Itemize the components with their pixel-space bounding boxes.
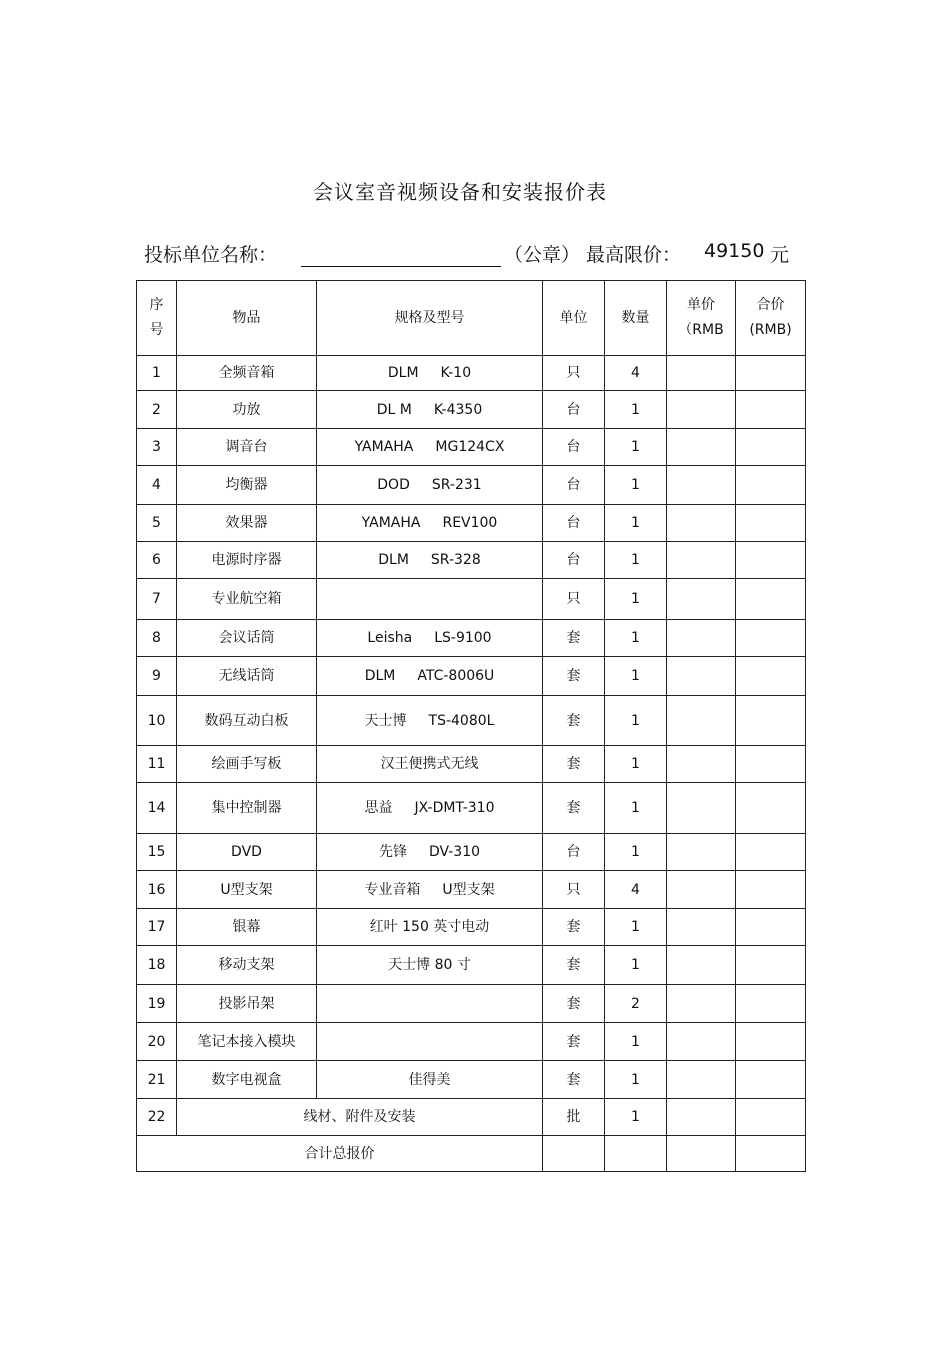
- cell-seq: 1: [137, 356, 177, 391]
- cell-qty: 4: [605, 871, 667, 909]
- header-qty: 数量: [605, 281, 667, 356]
- cell-unit-price: [667, 579, 736, 620]
- cell-total-price: [736, 871, 806, 909]
- cell-spec: [317, 657, 543, 696]
- spec-model: TS-4080L: [428, 712, 495, 729]
- cell-item: 集中控制器: [177, 783, 317, 834]
- cell-spec: [317, 579, 543, 620]
- cell-item: 均衡器: [177, 466, 317, 505]
- spec-brand: YAMAHA: [354, 439, 414, 455]
- table-row: [137, 783, 806, 834]
- cell-spec: [317, 542, 543, 579]
- table-row: [137, 909, 806, 946]
- cell-spec: [317, 429, 543, 466]
- spec-brand: 先锋: [378, 844, 407, 860]
- cell-seq: 21: [137, 1061, 177, 1099]
- cell-unit: 只: [543, 871, 605, 909]
- cell-spec: [317, 985, 543, 1023]
- limit-label: 最高限价：: [586, 244, 682, 266]
- cell-item: 银幕: [177, 909, 317, 946]
- cell-spec: [317, 871, 543, 909]
- cell-unit-price: [667, 834, 736, 871]
- cell-seq: 8: [137, 620, 177, 657]
- cell-qty: 1: [605, 834, 667, 871]
- cell-total-price: [736, 1099, 806, 1136]
- table-row: [137, 505, 806, 542]
- cell-seq: 16: [137, 871, 177, 909]
- seal-label: （公章）: [504, 244, 581, 266]
- cell-qty: 1: [605, 1061, 667, 1099]
- cell-total-price: [736, 391, 806, 429]
- cell-seq: 20: [137, 1023, 177, 1061]
- cell-seq: 4: [137, 466, 177, 505]
- cell-total-price: [736, 466, 806, 505]
- cell-unit: 套: [543, 909, 605, 946]
- cell-spec: [317, 1023, 543, 1061]
- cell-unit-price: [667, 391, 736, 429]
- cell-spec: [317, 466, 543, 505]
- cell-item: 数码互动白板: [177, 696, 317, 746]
- table-row: [137, 985, 806, 1023]
- table-row: [137, 946, 806, 985]
- cell-unit-price: [667, 466, 736, 505]
- cell-seq: 5: [137, 505, 177, 542]
- table-row: [137, 657, 806, 696]
- spec-brand: Leisha: [367, 630, 413, 646]
- table-row: [137, 579, 806, 620]
- cell-item: 绘画手写板: [177, 746, 317, 783]
- table-row: [137, 356, 806, 391]
- spec-brand: DOD: [377, 477, 410, 493]
- cell-unit: 套: [543, 746, 605, 783]
- cell-spec: [317, 834, 543, 871]
- cell-unit-price: [667, 505, 736, 542]
- cell-unit: 套: [543, 620, 605, 657]
- cell-qty: 1: [605, 946, 667, 985]
- cell-qty: 1: [605, 505, 667, 542]
- table-row: [137, 1023, 806, 1061]
- cell-unit: 只: [543, 356, 605, 391]
- cell-total-price: [736, 985, 806, 1023]
- cell-spec: [317, 391, 543, 429]
- spec-brand: DLM: [378, 552, 409, 568]
- cell-item: 移动支架: [177, 946, 317, 985]
- cell-qty: 1: [605, 542, 667, 579]
- bidder-label: 投标单位名称：: [144, 244, 278, 266]
- cell-seq: 15: [137, 834, 177, 871]
- cell-unit-price: [667, 696, 736, 746]
- table-row: [137, 542, 806, 579]
- cell-total-price: [736, 505, 806, 542]
- cell-unit-price: [667, 946, 736, 985]
- cell-item: 电源时序器: [177, 542, 317, 579]
- header-unit: 单位: [543, 281, 605, 356]
- cell-spec: [317, 946, 543, 985]
- spec-brand: 专业音箱: [364, 881, 421, 898]
- cell-total-price: [736, 834, 806, 871]
- cell-qty: 2: [605, 985, 667, 1023]
- cell-unit-price: [667, 1136, 736, 1172]
- cell-item: 效果器: [177, 505, 317, 542]
- cell-qty: 1: [605, 429, 667, 466]
- cell-unit-price: [667, 985, 736, 1023]
- cell-unit-price: [667, 1023, 736, 1061]
- cell-spec: [317, 746, 543, 783]
- spec-model: SR-328: [430, 552, 481, 568]
- spec-model: ATC-8006U: [417, 668, 495, 684]
- cell-unit: 只: [543, 579, 605, 620]
- table-row: [137, 1061, 806, 1099]
- cell-seq: 11: [137, 746, 177, 783]
- header-unit-price: 单价 （RMB: [667, 281, 736, 356]
- header-total-price: 合价 (RMB): [736, 281, 806, 356]
- install-row: [137, 1099, 806, 1136]
- cell-unit: 台: [543, 391, 605, 429]
- cell-seq: 19: [137, 985, 177, 1023]
- cell-total-price: [736, 620, 806, 657]
- spec-model: LS-9100: [434, 630, 492, 646]
- spec-brand: YAMAHA: [361, 515, 421, 531]
- table-row: [137, 834, 806, 871]
- cell-qty: 4: [605, 356, 667, 391]
- table-row: [137, 429, 806, 466]
- cell-qty: 1: [605, 783, 667, 834]
- cell-unit-price: [667, 909, 736, 946]
- spec-model: JX-DMT-310: [414, 800, 495, 816]
- cell-item: 笔记本接入模块: [177, 1023, 317, 1061]
- table-row: [137, 746, 806, 783]
- cell-seq: 18: [137, 946, 177, 985]
- cell-unit: 套: [543, 657, 605, 696]
- cell-spec: [317, 696, 543, 746]
- cell-qty: [605, 1136, 667, 1172]
- cell-total-price: [736, 356, 806, 391]
- cell-unit-price: [667, 1061, 736, 1099]
- cell-qty: 1: [605, 909, 667, 946]
- spec-brand: 汉王便携式无线: [380, 756, 479, 772]
- spec-model: K-10: [440, 365, 472, 381]
- cell-unit-price: [667, 871, 736, 909]
- cell-qty: 1: [605, 391, 667, 429]
- cell-item: 调音台: [177, 429, 317, 466]
- cell-unit: 台: [543, 505, 605, 542]
- cell-seq: 10: [137, 696, 177, 746]
- cell-total-price: [736, 1136, 806, 1172]
- cell-spec: [317, 909, 543, 946]
- spec-brand: 佳得美: [408, 1071, 451, 1088]
- cell-qty: 1: [605, 746, 667, 783]
- cell-total-price: [736, 783, 806, 834]
- cell-unit: 套: [543, 783, 605, 834]
- cell-spec: [317, 356, 543, 391]
- cell-item: 无线话筒: [177, 657, 317, 696]
- cell-unit: 台: [543, 542, 605, 579]
- spec-brand: DLM: [364, 668, 396, 684]
- bidder-line: [144, 240, 804, 270]
- cell-total-price: [736, 429, 806, 466]
- cell-item: DVD: [177, 834, 317, 871]
- cell-unit-price: [667, 783, 736, 834]
- cell-total-price: [736, 579, 806, 620]
- total-row: [137, 1136, 806, 1172]
- cell-unit-price: [667, 542, 736, 579]
- cell-item: 投影吊架: [177, 985, 317, 1023]
- spec-model: U型支架: [442, 881, 495, 898]
- cell-qty: 1: [605, 1023, 667, 1061]
- cell-item: U型支架: [177, 871, 317, 909]
- cell-unit-price: [667, 429, 736, 466]
- cell-item: 线材、附件及安装: [177, 1099, 543, 1136]
- spec-brand: 思益: [364, 800, 393, 816]
- cell-total-price: [736, 909, 806, 946]
- cell-unit-price: [667, 657, 736, 696]
- spec-model: MG124CX: [435, 439, 505, 455]
- cell-item: 数字电视盒: [177, 1061, 317, 1099]
- spec-brand: DL M: [376, 401, 412, 418]
- cell-qty: 1: [605, 579, 667, 620]
- header-item: 物品: [177, 281, 317, 356]
- total-label: 合计总报价: [137, 1136, 543, 1172]
- limit-unit: 元: [770, 244, 790, 266]
- bidder-name-blank: [301, 266, 501, 267]
- cell-unit: 台: [543, 429, 605, 466]
- spec-model: SR-231: [431, 477, 482, 493]
- table-row: [137, 620, 806, 657]
- cell-qty: 1: [605, 696, 667, 746]
- cell-seq: 22: [137, 1099, 177, 1136]
- cell-item: 专业航空箱: [177, 579, 317, 620]
- cell-item: 会议话筒: [177, 620, 317, 657]
- cell-seq: 7: [137, 579, 177, 620]
- table-row: [137, 696, 806, 746]
- header-row: [137, 281, 806, 356]
- cell-unit: 套: [543, 696, 605, 746]
- cell-seq: 9: [137, 657, 177, 696]
- header-seq: 序 号: [137, 281, 177, 356]
- cell-unit: 台: [543, 834, 605, 871]
- cell-total-price: [736, 1061, 806, 1099]
- quote-table: [136, 280, 806, 1172]
- cell-total-price: [736, 1023, 806, 1061]
- cell-spec: [317, 505, 543, 542]
- cell-seq: 3: [137, 429, 177, 466]
- cell-item: 全频音箱: [177, 356, 317, 391]
- cell-spec: [317, 620, 543, 657]
- spec-model: DV-310: [428, 844, 481, 860]
- cell-qty: 1: [605, 1099, 667, 1136]
- cell-unit: 台: [543, 466, 605, 505]
- cell-qty: 1: [605, 657, 667, 696]
- cell-total-price: [736, 542, 806, 579]
- cell-unit: 套: [543, 1061, 605, 1099]
- limit-value: 49150: [704, 240, 765, 262]
- table-row: [137, 466, 806, 505]
- cell-seq: 6: [137, 542, 177, 579]
- cell-unit-price: [667, 356, 736, 391]
- spec-brand: 天士博: [364, 712, 407, 729]
- cell-unit-price: [667, 746, 736, 783]
- page-title: 会议室音视频设备和安装报价表: [313, 180, 607, 204]
- cell-seq: 14: [137, 783, 177, 834]
- cell-item: 功放: [177, 391, 317, 429]
- cell-total-price: [736, 746, 806, 783]
- spec-model: K-4350: [433, 401, 483, 418]
- table-row: [137, 391, 806, 429]
- cell-unit-price: [667, 1099, 736, 1136]
- cell-qty: 1: [605, 620, 667, 657]
- cell-total-price: [736, 696, 806, 746]
- cell-spec: [317, 783, 543, 834]
- cell-seq: 17: [137, 909, 177, 946]
- cell-total-price: [736, 657, 806, 696]
- table-row: [137, 871, 806, 909]
- cell-unit: 批: [543, 1099, 605, 1136]
- cell-spec: [317, 1061, 543, 1099]
- cell-unit: 套: [543, 946, 605, 985]
- cell-unit: 套: [543, 985, 605, 1023]
- header-spec: 规格及型号: [317, 281, 543, 356]
- spec-brand: DLM: [387, 365, 419, 381]
- cell-unit-price: [667, 620, 736, 657]
- cell-unit: 套: [543, 1023, 605, 1061]
- spec-brand: 红叶 150 英寸电动: [369, 919, 490, 935]
- cell-qty: 1: [605, 466, 667, 505]
- spec-model: REV100: [442, 515, 498, 531]
- spec-brand: 天士博 80 寸: [388, 957, 471, 973]
- cell-unit: [543, 1136, 605, 1172]
- cell-total-price: [736, 946, 806, 985]
- cell-seq: 2: [137, 391, 177, 429]
